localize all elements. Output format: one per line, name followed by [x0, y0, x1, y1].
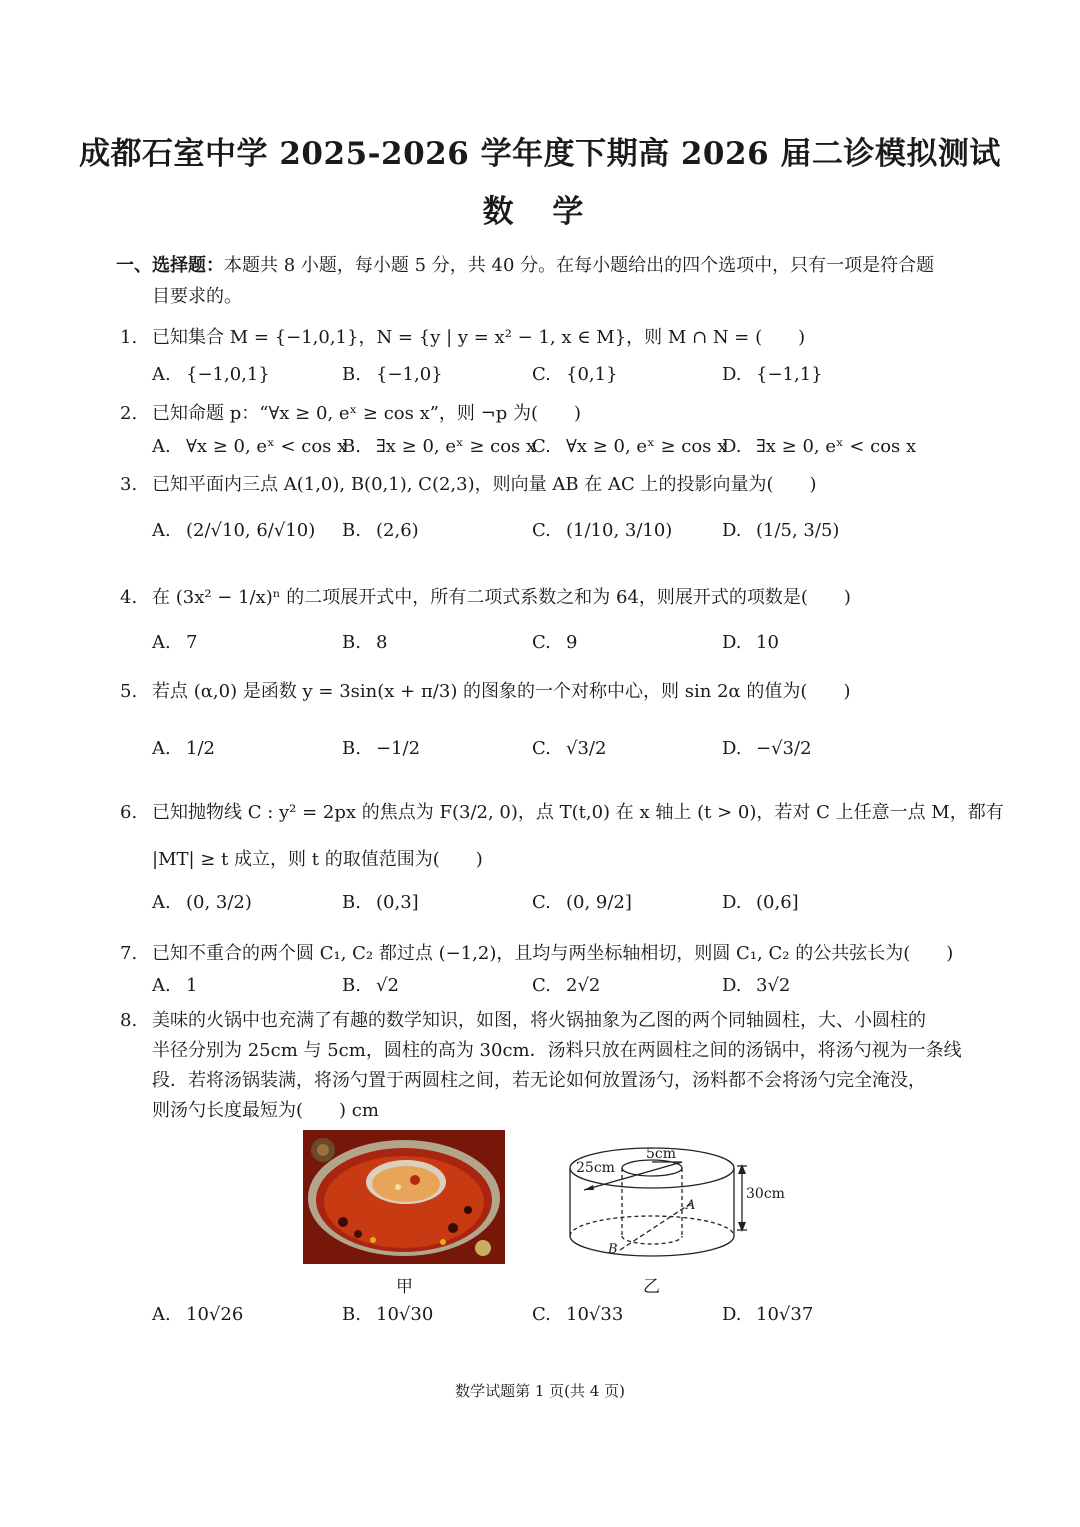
- question-8: [120, 1006, 926, 1032]
- option-3b: B. (2,6): [342, 520, 419, 541]
- option-6a: A. (0, 3/2): [152, 892, 252, 913]
- option-5b: B. −1/2: [342, 738, 421, 759]
- question-number: 6.: [120, 802, 138, 823]
- question-8-line2: 半径分别为 25cm 与 5cm，圆柱的高为 30cm．汤料只放在两圆柱之间的汤锅中，将汤勺视为一条线: [152, 1040, 962, 1061]
- option-7a: A. 1: [152, 975, 198, 996]
- label-5cm: 5cm: [646, 1146, 677, 1162]
- question-number: 1.: [120, 327, 138, 348]
- option-8c: C. 10√33: [532, 1304, 624, 1325]
- option-1d: D. {−1,1}: [722, 364, 823, 385]
- option-4b: B. 8: [342, 632, 388, 653]
- option-8b: B. 10√30: [342, 1304, 434, 1325]
- question-6: [120, 798, 1004, 824]
- section-intro-line1: 本题共 8 小题，每小题 5 分，共 40 分。在每小题给出的四个选项中，只有一项是符合题: [224, 255, 935, 276]
- option-2b: B. ∃x ≥ 0, eˣ ≥ cos x: [342, 436, 537, 457]
- question-number: 7.: [120, 943, 138, 964]
- label-point-a: A: [686, 1198, 696, 1213]
- question-3: [120, 470, 817, 496]
- option-1c: C. {0,1}: [532, 364, 618, 385]
- question-stem: 已知平面内三点 A(1,0), B(0,1), C(2,3)，则向量 AB 在 AC 上的投影向量为( ): [152, 474, 817, 495]
- question-stem: 在 (3x² − 1/x)ⁿ 的二项展开式中，所有二项式系数之和为 64，则展开式的项数是( ): [152, 587, 851, 608]
- question-number: 2.: [120, 403, 138, 424]
- label-25cm: 25cm: [576, 1160, 615, 1176]
- option-2c: C. ∀x ≥ 0, eˣ ≥ cos x: [532, 436, 728, 457]
- section-intro-line2: 目要求的。: [152, 286, 242, 307]
- question-5: [120, 677, 850, 703]
- option-3d: D. (1/5, 3/5): [722, 520, 840, 541]
- question-8-line4: 则汤勺长度最短为( ) cm: [152, 1100, 379, 1121]
- question-2: [120, 399, 581, 425]
- photo-caption: 甲: [396, 1277, 413, 1297]
- option-1a: A. {−1,0,1}: [152, 364, 270, 385]
- question-stem: 已知抛物线 C : y² = 2px 的焦点为 F(3/2, 0)，点 T(t,0) 在 x 轴上 (t > 0)，若对 C 上任意一点 M，都有: [152, 802, 1004, 823]
- option-7d: D. 3√2: [722, 975, 791, 996]
- section-intro: [116, 250, 976, 312]
- question-8-line3: 段．若将汤锅装满，将汤勺置于两圆柱之间，若无论如何放置汤勺，汤料都不会将汤勺完全淹没，: [152, 1070, 926, 1091]
- option-6d: D. (0,6]: [722, 892, 799, 913]
- option-4c: C. 9: [532, 632, 578, 653]
- question-stem: 美味的火锅中也充满了有趣的数学知识，如图，将火锅抽象为乙图的两个同轴圆柱，大、小圆柱的: [152, 1010, 926, 1031]
- option-7c: C. 2√2: [532, 975, 601, 996]
- question-stem: 已知集合 M = {−1,0,1}，N = {y | y = x² − 1, x ∈ M}，则 M ∩ N = ( ): [152, 327, 806, 348]
- question-stem: 已知命题 p：“∀x ≥ 0, eˣ ≥ cos x”，则 ¬p 为( ): [152, 403, 582, 424]
- label-30cm: 30cm: [746, 1186, 785, 1202]
- question-number: 8.: [120, 1010, 138, 1031]
- question-stem: 若点 (α,0) 是函数 y = 3sin(x + π/3) 的图象的一个对称中心，则 sin 2α 的值为( ): [152, 681, 851, 702]
- page-footer: 数学试题第 1 页(共 4 页): [455, 1382, 625, 1400]
- hotpot-photo: [303, 1130, 505, 1264]
- label-point-b: B: [608, 1242, 618, 1257]
- page-title: 成都石室中学 2025-2026 学年度下期高 2026 届二诊模拟测试: [79, 136, 1001, 172]
- option-8d: D. 10√37: [722, 1304, 814, 1325]
- option-1b: B. {−1,0}: [342, 364, 443, 385]
- option-5d: D. −√3/2: [722, 738, 812, 759]
- diagram-caption: 乙: [643, 1277, 660, 1297]
- question-number: 4.: [120, 587, 138, 608]
- option-3a: A. (2/√10, 6/√10): [152, 520, 316, 541]
- option-2d: D. ∃x ≥ 0, eˣ < cos x: [722, 436, 917, 457]
- section-heading: 一、选择题：: [116, 255, 224, 276]
- option-6c: C. (0, 9/2]: [532, 892, 632, 913]
- question-6-line2: |MT| ≥ t 成立，则 t 的取值范围为( ): [152, 849, 483, 870]
- option-8a: A. 10√26: [152, 1304, 244, 1325]
- subject-title: 数 学: [482, 194, 598, 230]
- question-1: [120, 323, 805, 349]
- question-number: 3.: [120, 474, 138, 495]
- option-6b: B. (0,3]: [342, 892, 419, 913]
- question-stem: 已知不重合的两个圆 C₁, C₂ 都过点 (−1,2)，且均与两坐标轴相切，则圆 C₁, C₂ 的公共弦长为( ): [152, 943, 954, 964]
- option-5a: A. 1/2: [152, 738, 215, 759]
- option-4d: D. 10: [722, 632, 779, 653]
- question-7: [120, 939, 953, 965]
- option-3c: C. (1/10, 3/10): [532, 520, 673, 541]
- option-5c: C. √3/2: [532, 738, 607, 759]
- option-7b: B. √2: [342, 975, 399, 996]
- option-4a: A. 7: [152, 632, 198, 653]
- question-4: [120, 583, 851, 609]
- option-2a: A. ∀x ≥ 0, eˣ < cos x: [152, 436, 348, 457]
- cylinder-diagram: [560, 1132, 790, 1262]
- question-number: 5.: [120, 681, 138, 702]
